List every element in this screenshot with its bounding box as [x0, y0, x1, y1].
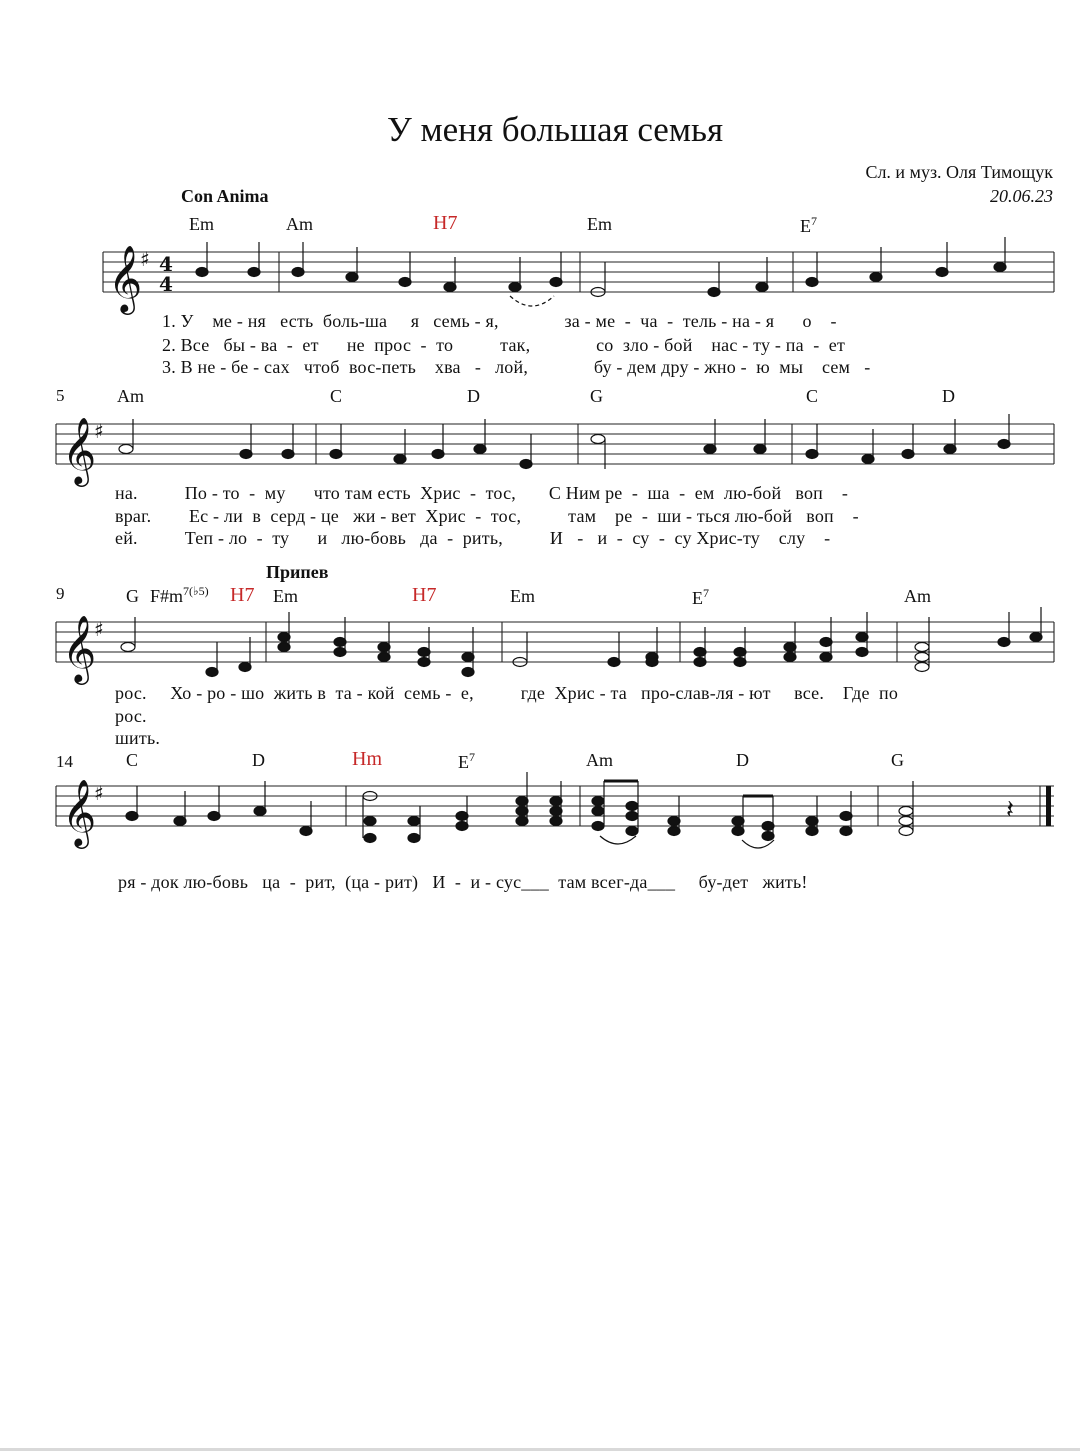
chord-symbol: $F\#m^{7(♭5)}$: [150, 584, 209, 606]
treble-clef-icon: 𝄞: [62, 778, 97, 846]
note-head: [378, 643, 390, 652]
chord-symbol: Am: [586, 750, 613, 770]
chord-symbol: G: [590, 386, 603, 406]
note-head: [944, 445, 956, 454]
chord-symbol: C: [806, 386, 819, 406]
note-head: [456, 812, 468, 821]
chord-symbol: Am: [286, 214, 313, 234]
note-head: [732, 817, 744, 826]
note-head: [334, 638, 346, 647]
rest-icon: 𝄽: [1006, 795, 1014, 825]
song-title: У меня большая семья: [386, 110, 724, 149]
note-head: [196, 268, 208, 277]
note-head: [432, 450, 444, 459]
slur: [600, 836, 636, 844]
note-head: [840, 812, 852, 821]
note-head: [668, 817, 680, 826]
note-head: [592, 797, 604, 806]
note-head: [820, 638, 832, 647]
note-head: [806, 278, 818, 287]
time-signature-top: 4: [159, 252, 173, 276]
sharp-icon: ♯: [94, 781, 104, 805]
chord-symbol: D: [252, 750, 265, 770]
refrain-label: Припев: [266, 562, 329, 582]
note-head: [550, 797, 562, 806]
author-credit: Сл. и муз. Оля Тимощук: [865, 162, 1053, 182]
note-head: [1030, 633, 1042, 642]
note-head: [902, 450, 914, 459]
note-head: [119, 445, 133, 454]
note-head: [626, 802, 638, 811]
treble-clef-icon: 𝄞: [108, 244, 143, 312]
chord-symbol: C: [330, 386, 343, 406]
note-head: [399, 278, 411, 287]
chord-symbol: G: [891, 750, 904, 770]
note-head: [121, 643, 135, 652]
note-head: [550, 278, 562, 287]
note-head: [292, 268, 304, 277]
note-head: [870, 273, 882, 282]
note-head: [239, 663, 251, 672]
note-head: [300, 827, 312, 836]
lyric-verse-3: ей. Теп - ло - ту и лю-бовь да - рить, И - и - су - су Хрис-ту слу -: [115, 528, 831, 548]
note-head: [330, 450, 342, 459]
treble-clef-icon: 𝄞: [62, 416, 97, 484]
chord-symbol: Am: [904, 586, 931, 606]
note-head: [126, 812, 138, 821]
note-head: [936, 268, 948, 277]
measure-number: 14: [56, 752, 73, 771]
note-head: [762, 822, 774, 831]
note-head: [254, 807, 266, 816]
staff-system-1: [103, 252, 1054, 292]
lyric-verse-2: враг. Ес - ли в серд - це жи - вет Хрис - тос, там ре - ши - ться лю-бой воп -: [115, 506, 859, 526]
measure-number: 5: [56, 386, 65, 405]
composition-date: 20.06.23: [990, 186, 1053, 206]
chord-symbol: H7: [412, 584, 437, 606]
chord-symbol: D: [467, 386, 480, 406]
note-head: [240, 450, 252, 459]
chord-symbol: Em: [189, 214, 214, 234]
note-head: [516, 797, 528, 806]
staff-system-3: [56, 622, 1054, 662]
chord-symbol: Hm: [352, 748, 382, 770]
note-head: [784, 643, 796, 652]
note-head: [462, 653, 474, 662]
note-head: [248, 268, 260, 277]
chord-symbol: H7: [230, 584, 255, 606]
lyric-verse-3: шить.: [115, 728, 161, 748]
note-head: [278, 633, 290, 642]
note-head: [899, 807, 913, 816]
chord-symbol: G: [126, 586, 139, 606]
note-head: [474, 445, 486, 454]
note-head: [591, 435, 605, 444]
note-head: [444, 283, 456, 292]
note-head: [806, 817, 818, 826]
chord-symbol: D: [736, 750, 749, 770]
note-head: [418, 648, 430, 657]
chord-symbol: C: [126, 750, 139, 770]
lyric-verse-3: 3. В не - бе - сах чтоб вос-петь хва - лой, бу - дем дру - жно - ю мы сем -: [162, 357, 871, 377]
note-head: [206, 668, 218, 677]
note-head: [208, 812, 220, 821]
note-head: [704, 445, 716, 454]
note-head: [346, 273, 358, 282]
note-head: [282, 450, 294, 459]
chord-symbol: H7: [433, 212, 458, 234]
note-head: [998, 638, 1010, 647]
note-head: [608, 658, 620, 667]
sharp-icon: ♯: [140, 247, 150, 271]
lyric-verse-2: рос.: [115, 706, 147, 726]
chord-symbol: Em: [510, 586, 535, 606]
note-head: [509, 283, 521, 292]
sharp-icon: ♯: [94, 617, 104, 641]
slur: [742, 840, 774, 848]
sharp-icon: ♯: [94, 419, 104, 443]
note-head: [734, 648, 746, 657]
note-head: [520, 460, 532, 469]
lyric-verse-1: 1. У ме - ня есть боль-ша я семь - я, за - ме - ча - тель - на - я о -: [162, 311, 837, 331]
note-head: [806, 450, 818, 459]
chord-symbol: Em: [587, 214, 612, 234]
note-head: [756, 283, 768, 292]
chord-symbol: Am: [117, 386, 144, 406]
dashed-slur: [510, 296, 554, 306]
note-head: [694, 648, 706, 657]
chord-symbol: $E^7$: [458, 750, 475, 772]
page-divider: [0, 1448, 1080, 1451]
note-head: [708, 288, 720, 297]
tempo-marking: Con Anima: [181, 186, 269, 206]
chord-symbol: $E^7$: [692, 586, 709, 608]
note-head: [408, 817, 420, 826]
note-head: [394, 455, 406, 464]
note-head: [856, 633, 868, 642]
chord-symbol: Em: [273, 586, 298, 606]
time-signature-bottom: 4: [159, 272, 173, 296]
lyric-verse-1: рос. Хо - ро - шо жить в та - кой семь - е, где Хрис - та про-слав-ля - ют все. Где по: [115, 683, 899, 703]
lyric-verse-2: 2. Все бы - ва - ет не прос - то так, со зло - бой нас - ту - па - ет: [162, 335, 846, 355]
note-head: [994, 263, 1006, 272]
chord-symbol: $E^7$: [800, 214, 817, 236]
note-head: [915, 643, 929, 652]
lyric-refrain-end: ря - док лю-бовь ца - рит, (ца - рит) И - и - сус___ там всег-да___ бу-дет жить!: [118, 872, 808, 892]
chord-symbol: D: [942, 386, 955, 406]
note-head: [862, 455, 874, 464]
note-head: [754, 445, 766, 454]
lyric-verse-1: на. По - то - му что там есть Хрис - тос, С Ним ре - ша - ем лю-бой воп -: [115, 483, 849, 503]
measure-number: 9: [56, 584, 65, 603]
note-head: [998, 440, 1010, 449]
treble-clef-icon: 𝄞: [62, 614, 97, 682]
note-head: [174, 817, 186, 826]
